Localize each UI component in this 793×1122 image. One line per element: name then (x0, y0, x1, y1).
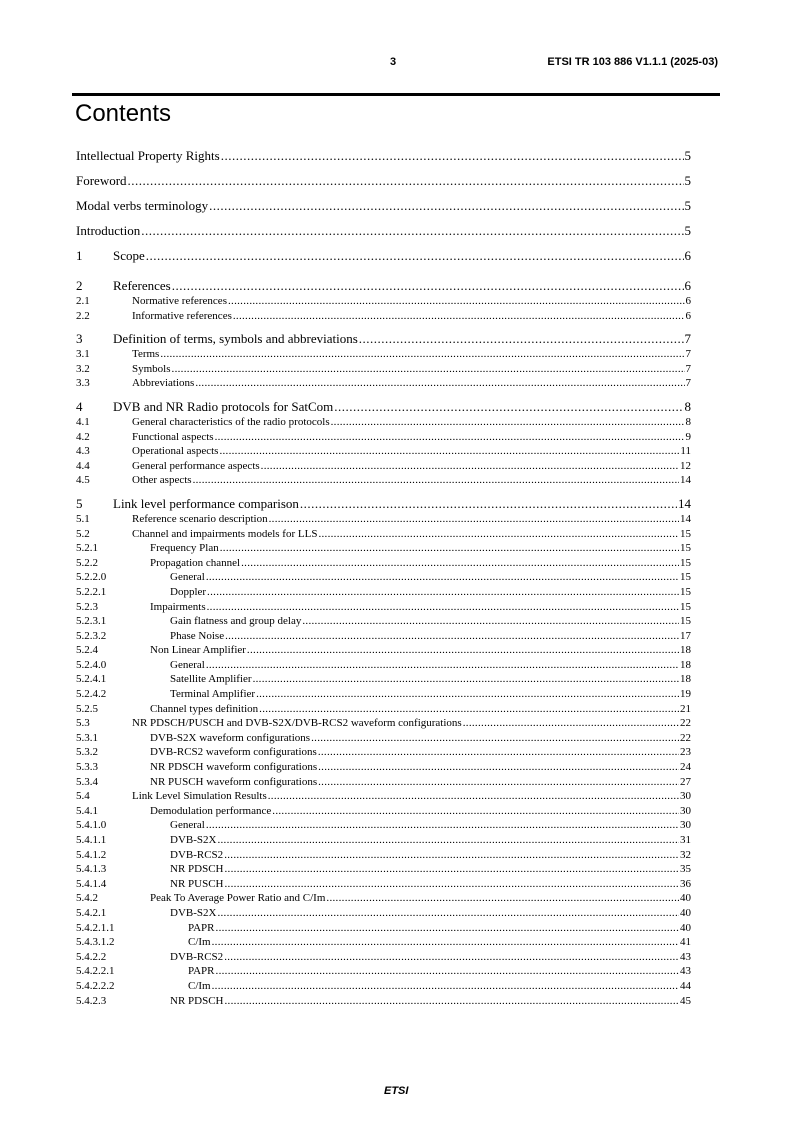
toc-entry[interactable] (76, 541, 691, 556)
toc-entry-page[interactable]: 17 (680, 629, 691, 642)
toc-entry-number: 4.2 (76, 430, 90, 443)
toc-entry-title[interactable]: Satellite Amplifier (170, 673, 252, 686)
toc-entry-number: 3.3 (76, 377, 90, 390)
toc-entry-title[interactable]: Gain flatness and group delay (170, 615, 302, 628)
toc-entry-number: 5 (76, 495, 83, 511)
toc-entry-number: 4.1 (76, 415, 90, 428)
toc-entry-page[interactable]: 14 (680, 474, 691, 487)
toc-entry-number: 5.2.5 (76, 702, 98, 715)
toc-entry-page[interactable]: 21 (680, 702, 691, 715)
toc-entry-number: 5.2.2 (76, 556, 98, 569)
toc-entry-number: 5.4.2.1 (76, 906, 107, 919)
toc-entry-title[interactable]: Abbreviations (132, 377, 195, 390)
toc-entry-page[interactable]: 5 (684, 173, 691, 188)
toc-entry[interactable] (76, 950, 691, 965)
dot-leader (160, 347, 684, 362)
toc-entry-page[interactable]: 30 (680, 819, 691, 832)
dot-leader (221, 146, 684, 166)
toc-entry-number: 5.4.2 (76, 892, 98, 905)
toc-entry-title[interactable]: Demodulation performance (150, 804, 272, 817)
toc-entry[interactable] (76, 473, 691, 488)
toc-entry-title[interactable]: Propagation channel (150, 556, 241, 569)
toc-entry-number: 5.4 (76, 790, 90, 803)
toc-entry-page[interactable]: 7 (685, 348, 691, 361)
toc-entry[interactable] (76, 702, 691, 717)
toc-entry-number: 5.3 (76, 717, 90, 730)
toc-entry-page[interactable]: 12 (680, 459, 691, 472)
toc-entry-page[interactable]: 32 (680, 848, 691, 861)
dot-leader (141, 221, 683, 241)
toc-entry-page[interactable]: 18 (680, 658, 691, 671)
toc-entry-number: 5.4.2.1.1 (76, 921, 115, 934)
toc-entry-title[interactable]: General (170, 571, 205, 584)
toc-entry-number: 5.4.1.0 (76, 819, 107, 832)
dot-leader (225, 877, 680, 892)
toc-entry[interactable] (76, 496, 691, 512)
toc-entry-page[interactable]: 9 (685, 430, 691, 443)
toc-entry-page[interactable]: 43 (680, 965, 691, 978)
toc-entry-title[interactable]: Terminal Amplifier (170, 688, 256, 701)
toc-entry[interactable] (76, 430, 691, 445)
dot-leader (224, 848, 679, 863)
toc-entry-title[interactable]: DVB-RCS2 waveform configurations (150, 746, 317, 759)
dot-leader (268, 789, 679, 804)
toc-entry-page[interactable]: 7 (684, 331, 691, 347)
dot-leader (206, 658, 679, 673)
toc-entry-number: 5.4.2.2.2 (76, 979, 115, 992)
dot-leader (172, 362, 685, 377)
toc-entry-page[interactable]: 31 (680, 834, 691, 846)
toc-entry-title[interactable]: Terms (132, 348, 160, 361)
dot-leader (334, 399, 683, 415)
toc-entry[interactable] (76, 309, 691, 324)
toc-entry[interactable] (76, 556, 691, 571)
toc-entry[interactable] (76, 331, 691, 347)
toc-entry[interactable] (76, 570, 691, 585)
toc-entry[interactable] (76, 921, 691, 936)
toc-entry[interactable] (76, 415, 691, 430)
toc-entry-page[interactable]: 40 (680, 921, 691, 934)
dot-leader (206, 570, 679, 585)
footer-etsi: ETSI (384, 1085, 409, 1097)
toc-entry-title[interactable]: NR PDSCH/PUSCH and DVB-S2X/DVB-RCS2 waveform configurations (132, 717, 462, 730)
toc-entry-page[interactable]: 35 (680, 863, 691, 876)
dot-leader (217, 833, 679, 848)
toc-entry-number: 5.2.3.1 (76, 615, 107, 628)
table-of-contents (76, 146, 691, 1008)
toc-entry-page[interactable]: 7 (685, 362, 691, 375)
toc-entry-title[interactable]: References (113, 278, 171, 293)
toc-entry-title[interactable]: Other aspects (132, 474, 192, 487)
toc-entry-number: 5.2.2.1 (76, 585, 107, 598)
dot-leader (253, 672, 679, 687)
dot-leader (318, 775, 679, 790)
dot-leader (217, 906, 679, 921)
dot-leader (215, 430, 685, 445)
toc-entry-page[interactable]: 15 (680, 585, 691, 598)
dot-leader (195, 376, 684, 391)
toc-entry[interactable] (76, 964, 691, 979)
dot-leader (225, 994, 680, 1009)
toc-entry[interactable] (76, 862, 691, 877)
toc-entry-title[interactable]: DVB-RCS2 (170, 950, 224, 963)
dot-leader (311, 731, 679, 746)
toc-entry[interactable] (76, 585, 691, 600)
dot-leader (300, 496, 677, 512)
toc-entry-number: 5.4.1.1 (76, 834, 107, 846)
toc-entry-title[interactable]: Non Linear Amplifier (150, 644, 246, 657)
header-rule (72, 93, 720, 96)
toc-entry[interactable] (76, 246, 691, 270)
dot-leader (209, 196, 683, 216)
dot-leader (216, 964, 679, 979)
dot-leader (241, 556, 679, 571)
toc-entry-page[interactable]: 8 (685, 415, 691, 428)
dot-leader (269, 512, 679, 527)
toc-entry[interactable] (76, 731, 691, 746)
toc-entry-page[interactable]: 15 (680, 600, 691, 613)
toc-entry[interactable] (76, 804, 691, 819)
toc-entry[interactable] (76, 979, 691, 994)
toc-entry-title[interactable]: DVB-RCS2 (170, 848, 224, 861)
toc-entry-title[interactable]: Normative references (132, 295, 227, 307)
toc-entry-page[interactable]: 36 (680, 877, 691, 890)
toc-entry-page[interactable]: 6 (684, 248, 691, 263)
toc-entry-page[interactable]: 24 (680, 761, 691, 774)
toc-entry-number: 5.4.1.2 (76, 848, 107, 861)
toc-entry-title[interactable]: PAPR (188, 965, 215, 978)
toc-entry-page[interactable]: 6 (684, 278, 691, 293)
toc-entry[interactable] (76, 629, 691, 644)
dot-leader (359, 331, 684, 347)
toc-entry-number: 2.2 (76, 309, 90, 322)
dot-leader (172, 278, 684, 294)
dot-leader (261, 459, 679, 474)
toc-entry[interactable] (76, 196, 691, 221)
toc-entry-page[interactable]: 41 (680, 936, 691, 949)
dot-leader (463, 716, 679, 731)
toc-entry-page[interactable]: 6 (685, 295, 691, 307)
dot-leader (318, 527, 679, 542)
toc-entry-title[interactable]: NR PDSCH waveform configurations (150, 761, 318, 774)
toc-entry-number: 5.4.1.4 (76, 877, 107, 890)
toc-entry[interactable] (76, 294, 691, 309)
toc-entry-number: 3.1 (76, 348, 90, 361)
dot-leader (128, 171, 684, 191)
toc-entry-number: 5.2.4 (76, 644, 98, 657)
toc-entry[interactable] (76, 221, 691, 246)
toc-entry-page[interactable]: 30 (680, 790, 691, 803)
toc-entry-number: 5.2.3.2 (76, 629, 107, 642)
dot-leader (318, 745, 679, 760)
toc-entry-page[interactable]: 15 (680, 571, 691, 584)
toc-entry-title[interactable]: Impairments (150, 600, 206, 613)
toc-entry[interactable] (76, 775, 691, 790)
toc-entry-number: 4.4 (76, 459, 90, 472)
toc-entry-title[interactable]: Symbols (132, 362, 171, 375)
toc-entry-title[interactable]: Link Level Simulation Results (132, 790, 267, 803)
toc-entry[interactable] (76, 833, 691, 848)
toc-entry[interactable] (76, 614, 691, 629)
toc-entry-number: 4.5 (76, 474, 90, 487)
toc-entry-title[interactable]: NR PUSCH (170, 877, 224, 890)
page-number: 3 (390, 56, 397, 68)
toc-entry-title[interactable]: Scope (113, 248, 145, 263)
toc-entry-title[interactable]: NR PUSCH waveform configurations (150, 775, 318, 788)
dot-leader (233, 309, 685, 324)
toc-entry-page[interactable]: 22 (680, 731, 691, 744)
toc-entry-page[interactable]: 5 (684, 223, 691, 238)
toc-entry[interactable] (76, 789, 691, 804)
toc-entry-page[interactable]: 14 (680, 512, 691, 525)
dot-leader (212, 979, 679, 994)
toc-entry-title[interactable]: Channel types definition (150, 702, 259, 715)
toc-entry-number: 5.4.1.3 (76, 863, 107, 876)
toc-entry-title[interactable]: DVB-S2X (170, 906, 217, 919)
toc-entry-page[interactable]: 15 (680, 542, 691, 555)
toc-entry-title[interactable]: Reference scenario description (132, 512, 268, 525)
toc-entry[interactable] (76, 512, 691, 527)
toc-entry-page[interactable]: 5 (684, 198, 691, 213)
toc-entry-title[interactable]: C/Im (188, 979, 211, 992)
toc-entry-title[interactable]: DVB and NR Radio protocols for SatCom (113, 398, 334, 414)
toc-entry-number: 5.4.2.3 (76, 994, 107, 1007)
toc-entry-page[interactable]: 5 (684, 148, 691, 163)
toc-entry-page[interactable]: 19 (680, 688, 691, 701)
toc-entry[interactable] (76, 994, 691, 1009)
toc-entry[interactable] (76, 527, 691, 542)
toc-entry[interactable] (76, 745, 691, 760)
toc-entry-page[interactable]: 8 (684, 398, 691, 414)
toc-entry[interactable] (76, 848, 691, 863)
toc-entry-number: 4 (76, 398, 83, 414)
dot-leader (228, 294, 685, 309)
toc-entry[interactable] (76, 672, 691, 687)
toc-entry-number: 5.2.3 (76, 600, 98, 613)
toc-entry-title[interactable]: General (170, 658, 205, 671)
toc-entry-title[interactable]: C/Im (188, 936, 211, 949)
dot-leader (207, 585, 679, 600)
toc-entry-number: 5.3.1 (76, 731, 98, 744)
dot-leader (224, 950, 679, 965)
toc-entry-page[interactable]: 27 (680, 775, 691, 788)
toc-entry-number: 5.2.4.1 (76, 673, 107, 686)
dot-leader (326, 891, 679, 906)
toc-entry-number: 5.3.4 (76, 775, 98, 788)
toc-entry-page[interactable]: 15 (680, 615, 691, 628)
toc-entry-page[interactable]: 14 (678, 495, 691, 511)
toc-entry[interactable] (76, 818, 691, 833)
toc-entry[interactable] (76, 362, 691, 377)
toc-entry-number: 5.2.4.0 (76, 658, 107, 671)
toc-entry-number: 5.4.3.1.2 (76, 936, 115, 949)
dot-leader (256, 687, 679, 702)
toc-entry-number: 1 (76, 248, 83, 263)
toc-entry-title[interactable]: Functional aspects (132, 430, 214, 443)
toc-entry-page[interactable]: 44 (680, 979, 691, 992)
toc-entry-title[interactable]: DVB-S2X waveform configurations (150, 731, 311, 744)
toc-entry-title[interactable]: Link level performance comparison (113, 495, 299, 511)
toc-entry-number: 5.4.2.2.1 (76, 965, 115, 978)
dot-leader (219, 444, 679, 459)
document-id: ETSI TR 103 886 V1.1.1 (2025-03) (547, 56, 718, 68)
toc-entry-title[interactable]: Introduction (76, 223, 141, 238)
toc-entry[interactable] (76, 760, 691, 775)
toc-entry-page[interactable]: 45 (680, 994, 691, 1007)
toc-entry-number: 2 (76, 278, 83, 293)
toc-entry-number: 5.4.2.2 (76, 950, 107, 963)
dot-leader (220, 541, 679, 556)
toc-entry-number: 5.4.1 (76, 804, 98, 817)
toc-entry-number: 5.3.2 (76, 746, 98, 759)
toc-entry-title[interactable]: PAPR (188, 921, 215, 934)
toc-entry-title[interactable]: Operational aspects (132, 445, 219, 458)
toc-entry[interactable] (76, 347, 691, 362)
toc-entry-title[interactable]: NR PDSCH (170, 994, 224, 1007)
toc-entry-title[interactable]: General performance aspects (132, 459, 260, 472)
dot-leader (318, 760, 679, 775)
dot-leader (146, 246, 684, 266)
dot-leader (225, 862, 680, 877)
toc-entry-page[interactable]: 18 (680, 644, 691, 657)
toc-entry-number: 5.2.1 (76, 542, 98, 555)
toc-entry-title[interactable]: Intellectual Property Rights (76, 148, 220, 163)
toc-entry-page[interactable]: 22 (680, 717, 691, 730)
toc-entry-number: 5.3.3 (76, 761, 98, 774)
toc-entry-number: 5.2.2.0 (76, 571, 107, 584)
dot-leader (207, 600, 679, 615)
toc-entry-number: 5.2.4.2 (76, 688, 107, 701)
dot-leader (216, 921, 679, 936)
toc-entry[interactable] (76, 146, 691, 171)
toc-entry-title[interactable]: Doppler (170, 585, 207, 598)
toc-entry-title[interactable]: Definition of terms, symbols and abbreviations (113, 331, 358, 347)
toc-entry-page[interactable]: 23 (680, 746, 691, 759)
toc-entry-title[interactable]: Frequency Plan (150, 542, 219, 555)
toc-entry-title[interactable]: DVB-S2X (170, 834, 217, 846)
toc-entry-page[interactable]: 40 (680, 892, 691, 905)
dot-leader (193, 473, 679, 488)
toc-entry-page[interactable]: 15 (680, 527, 691, 540)
toc-entry[interactable] (76, 399, 691, 415)
toc-entry-title[interactable]: Foreword (76, 173, 127, 188)
toc-entry[interactable] (76, 444, 691, 459)
toc-entry-page[interactable]: 11 (680, 445, 691, 458)
toc-entry[interactable] (76, 600, 691, 615)
dot-leader (272, 804, 679, 819)
toc-entry[interactable] (76, 906, 691, 921)
toc-entry-title[interactable]: Modal verbs terminology (76, 198, 209, 213)
toc-entry-title[interactable]: General characteristics of the radio protocols (132, 415, 330, 428)
toc-entry[interactable] (76, 171, 691, 196)
dot-leader (331, 415, 685, 430)
toc-entry-page[interactable]: 18 (680, 673, 691, 686)
dot-leader (302, 614, 679, 629)
toc-entry[interactable] (76, 658, 691, 673)
toc-entry[interactable] (76, 716, 691, 731)
toc-entry-page[interactable]: 7 (685, 377, 691, 390)
toc-entry-number: 3 (76, 331, 83, 347)
toc-entry-page[interactable]: 43 (680, 950, 691, 963)
page-title: Contents (75, 100, 172, 127)
toc-entry-number: 3.2 (76, 362, 90, 375)
toc-entry-number: 4.3 (76, 445, 90, 458)
toc-entry-number: 5.1 (76, 512, 90, 525)
toc-entry-title[interactable]: Peak To Average Power Ratio and C/Im (150, 892, 326, 905)
toc-entry-page[interactable]: 40 (680, 906, 691, 919)
toc-entry[interactable] (76, 278, 691, 294)
toc-entry-page[interactable]: 15 (680, 556, 691, 569)
dot-leader (225, 629, 679, 644)
toc-entry[interactable] (76, 687, 691, 702)
toc-entry-title[interactable]: Informative references (132, 309, 232, 322)
toc-entry-number: 2.1 (76, 295, 90, 307)
toc-entry[interactable] (76, 877, 691, 892)
toc-entry-title[interactable]: NR PDSCH (170, 863, 224, 876)
dot-leader (247, 643, 679, 658)
toc-entry[interactable] (76, 459, 691, 474)
toc-entry[interactable] (76, 891, 691, 906)
toc-entry-title[interactable]: General (170, 819, 205, 832)
toc-entry-number: 5.2 (76, 527, 90, 540)
toc-entry[interactable] (76, 935, 691, 950)
toc-entry-title[interactable]: Channel and impairments models for LLS (132, 527, 318, 540)
toc-entry[interactable] (76, 376, 691, 391)
dot-leader (212, 935, 679, 950)
dot-leader (259, 702, 679, 717)
dot-leader (206, 818, 679, 833)
toc-entry-page[interactable]: 6 (685, 309, 691, 322)
toc-entry-title[interactable]: Phase Noise (170, 629, 225, 642)
toc-entry[interactable] (76, 643, 691, 658)
toc-entry-page[interactable]: 30 (680, 804, 691, 817)
